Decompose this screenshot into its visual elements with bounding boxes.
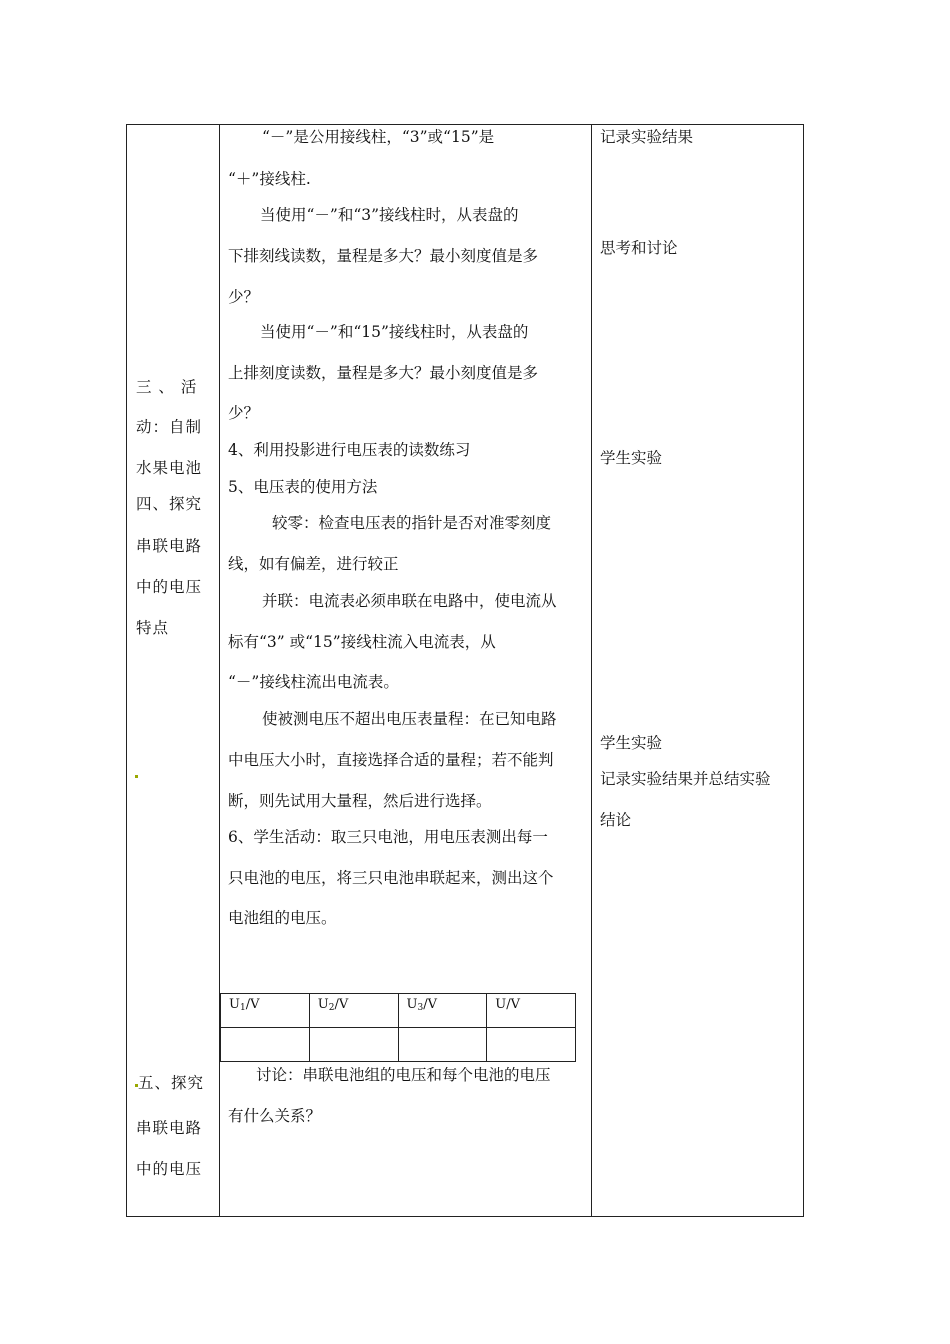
column-divider-2 — [591, 125, 592, 1216]
right-col-line: 思考和讨论 — [600, 239, 678, 257]
left-col-line: 中的电压 — [136, 1160, 203, 1178]
value-cell — [221, 1028, 310, 1062]
left-col-line: 串联电路 — [136, 1119, 203, 1137]
body-line: 上排刻度读数，量程是多大？最小刻度值是多 — [228, 364, 539, 382]
right-col-line: 学生实验 — [600, 734, 663, 752]
body-line: 并联：电流表必须串联在电路中，使电流从 — [262, 592, 557, 610]
body-line: 中电压大小时，直接选择合适的量程；若不能判 — [228, 751, 554, 769]
body-line: 只电池的电压，将三只电池串联起来，测出这个 — [228, 869, 554, 887]
value-cell — [487, 1028, 576, 1062]
body-line: 电池组的电压。 — [228, 909, 337, 927]
body-line: 4、利用投影进行电压表的读数练习 — [228, 441, 471, 459]
left-col-line: 串联电路 — [136, 537, 203, 555]
voltage-data-table — [220, 993, 576, 1062]
header-cell-u3: $U_3/V$ — [398, 994, 487, 1028]
left-col-line: 特点 — [136, 619, 170, 637]
left-col-line: 五、探究 — [138, 1074, 205, 1092]
marker-dot — [135, 775, 138, 778]
right-col-line: 学生实验 — [600, 449, 663, 467]
right-col-line: 记录实验结果并总结实验 — [600, 770, 771, 788]
body-line: 当使用“－”和“3”接线柱时，从表盘的 — [260, 206, 519, 224]
body-line: 线，如有偏差，进行较正 — [228, 555, 399, 573]
header-cell-u1: $U_1/V$ — [221, 994, 310, 1028]
header-cell-u2: $U_2/V$ — [309, 994, 398, 1028]
body-line: 有什么关系？ — [228, 1107, 322, 1125]
body-line: 少？ — [228, 288, 260, 306]
body-line: 下排刻线读数，量程是多大？最小刻度值是多 — [228, 247, 539, 265]
body-line: 标有“3” 或“15”接线柱流入电流表，从 — [228, 633, 496, 651]
body-line: “＋”接线柱. — [228, 170, 311, 188]
value-cell — [398, 1028, 487, 1062]
body-line: “－”接线柱流出电流表。 — [228, 673, 399, 691]
body-line: 5、电压表的使用方法 — [228, 478, 378, 496]
header-cell-u: U/V — [487, 994, 576, 1028]
value-cell — [309, 1028, 398, 1062]
body-line: 使被测电压不超出电压表量程：在已知电路 — [262, 710, 557, 728]
table-header-row — [221, 994, 576, 1028]
left-col-line: 中的电压 — [136, 578, 203, 596]
left-col-line: 动：自制 — [136, 418, 203, 436]
right-col-line: 记录实验结果 — [600, 128, 694, 146]
left-col-line: 水果电池 — [136, 459, 203, 477]
body-line: 断，则先试用大量程，然后进行选择。 — [228, 792, 492, 810]
right-col-line: 结论 — [600, 811, 632, 829]
body-line: 当使用“－”和“15”接线柱时，从表盘的 — [260, 323, 529, 341]
body-line: 少？ — [228, 404, 260, 422]
body-line: “－”是公用接线柱，“3”或“15”是 — [262, 128, 495, 146]
body-line: 6、学生活动：取三只电池，用电压表测出每一 — [228, 828, 548, 846]
table-value-row — [221, 1028, 576, 1062]
left-col-line: 四、探究 — [136, 495, 203, 513]
left-col-line: 三 、 活 — [136, 378, 198, 396]
body-line: 讨论：串联电池组的电压和每个电池的电压 — [256, 1066, 551, 1084]
body-line: 较零：检查电压表的指针是否对准零刻度 — [272, 514, 552, 532]
